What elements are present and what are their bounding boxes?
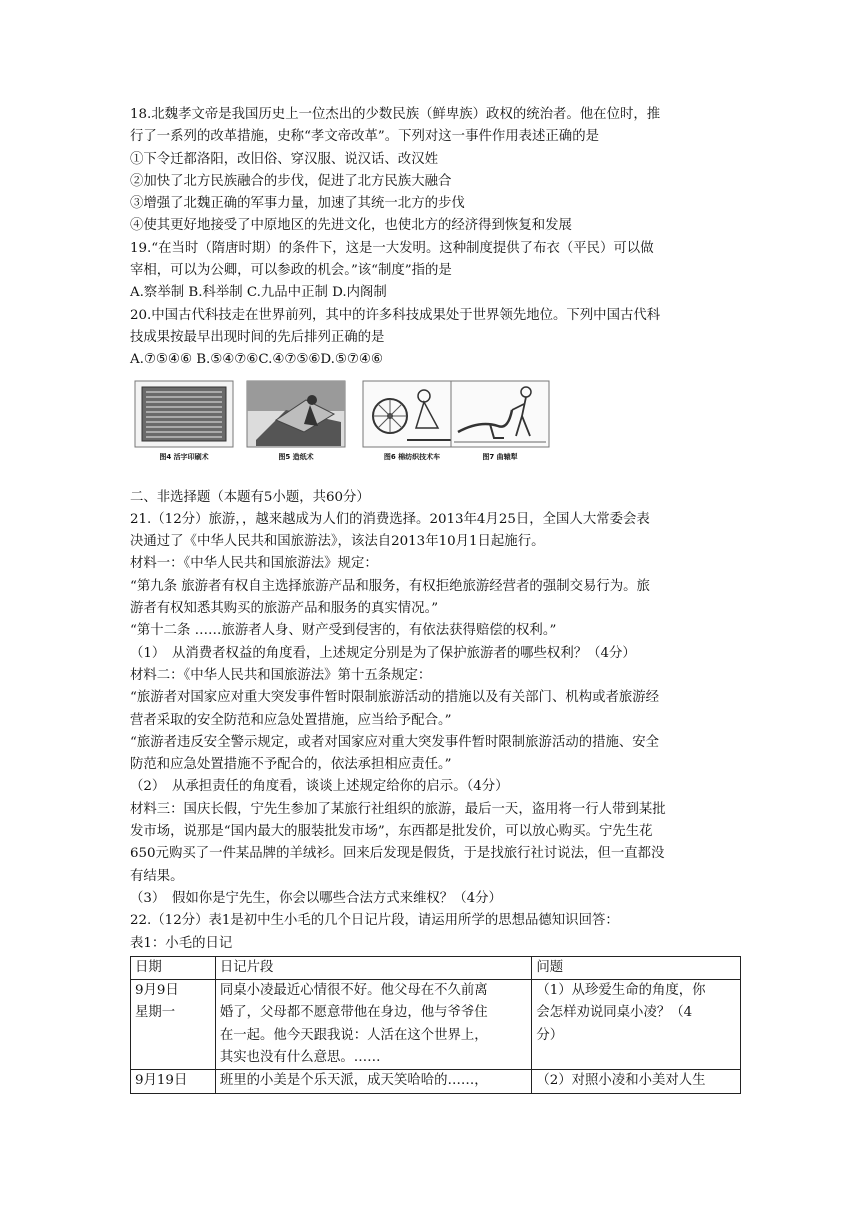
material-text-line: “第十二条 ……旅游者人身、财产受到侵害的，有依法获得赔偿的权利。”: [130, 623, 557, 639]
material-text-line: “第九条 旅游者有权自主选择旅游产品和服务，有权拒绝旅游经营者的强制交易行为。旅: [130, 578, 650, 594]
question-cell: [532, 1070, 741, 1093]
cell-line: 分）: [536, 1027, 564, 1043]
exam-page: [130, 104, 740, 1094]
question-text-line: 20.中国古代科技走在世界前列，其中的许多科技成果处于世界领先地位。下列中国古代科: [130, 307, 661, 323]
sub-question: （1） 从消费者权益的角度看，上述规定分别是为了保护旅游者的哪些权利？（4分）: [130, 645, 636, 661]
cell-line: 其实也没有什么意思。……: [219, 1049, 381, 1065]
question-text-line: 技成果按最早出现时间的先后排列正确的是: [130, 329, 385, 345]
movable-type-printing-icon: [134, 380, 234, 448]
material-title: 材料二：《中华人民共和国旅游法》第十五条规定：: [130, 667, 432, 683]
cell-line: 班里的小美是个乐天派，成天笑哈哈的……，: [219, 1073, 488, 1089]
question-text-line: 22.（12分）表1是初中生小毛的几个日记片段，请运用所学的思想品德知识回答：: [130, 913, 619, 929]
material-text-line: 650元购买了一件某品牌的羊绒衫。回来后发现是假货，于是找旅行社讨说法，但一直都没: [130, 846, 665, 862]
cell-line: 会怎样劝说同桌小凌？（4: [536, 1005, 693, 1021]
date-cell: [131, 1070, 216, 1093]
table-header-row: [131, 956, 741, 979]
material-text-line: “旅游者违反安全警示规定，或者对国家应对重大突发事件暂时限制旅游活动的措施、安全: [130, 734, 660, 750]
question-22: [130, 910, 740, 1093]
figure-caption: 图6 棉纺织技术车: [383, 452, 441, 461]
question-19: [130, 238, 740, 305]
cell-line: （2）对照小凌和小美对人生: [536, 1073, 706, 1089]
cell-line: 9月19日: [135, 1073, 188, 1089]
diary-table: [130, 956, 741, 1094]
figure-caption: 图5 造纸术: [278, 452, 314, 461]
question-text-line: 行了一系列的改革措施，史称“孝文帝改革”。下列对这一事件作用表述正确的是: [130, 129, 599, 145]
question-text-line: 18.北魏孝文帝是我国历史上一位杰出的少数民族（鲜卑族）政权的统治者。他在位时，推: [130, 107, 661, 122]
column-header: 日期: [131, 956, 216, 979]
question-20: [130, 305, 740, 484]
question-21: [130, 509, 740, 910]
sub-question: （2） 从承担责任的角度看，谈谈上述规定给你的启示。（4分）: [130, 779, 509, 795]
table-row: [131, 1070, 741, 1093]
table-title: 表1：小毛的日记: [130, 935, 233, 951]
material-text-line: “旅游者对国家应对重大突发事件暂时限制旅游活动的措施以及有关部门、机构或者旅游经: [130, 690, 660, 706]
cell-line: 9月9日: [135, 983, 179, 999]
answer-choices: A.察举制 B.科举制 C.九品中正制 D.内阁制: [130, 285, 387, 301]
cell-line: 在一起。他今天跟我说：人活在这个世界上，: [219, 1027, 488, 1043]
figure-5: [246, 380, 346, 462]
material-title: 材料一：《中华人民共和国旅游法》规定：: [130, 556, 378, 572]
cell-line: 星期一: [135, 1005, 176, 1021]
section-heading: 二、非选择题（本题有5小题，共60分）: [130, 489, 370, 505]
cell-line: （1）从珍爱生命的角度，你: [536, 983, 706, 999]
papermaking-icon: [246, 380, 346, 448]
question-text-line: 决通过了《中华人民共和国旅游法》，该法自2013年10月1日起施行。: [130, 534, 545, 550]
cell-line: 同桌小凌最近心情很不好。他父母在不久前离: [219, 983, 488, 999]
figure-strip: [130, 380, 740, 484]
question-18: [130, 104, 740, 238]
answer-option: ③增强了北魏正确的军事力量，加速了其统一北方的步伐: [130, 196, 465, 212]
figure-caption: 图4 活字印刷术: [159, 452, 209, 461]
material-text-line: 营者采取的安全防范和应急处置措施，应当给予配合。”: [130, 712, 452, 728]
curved-plough-icon: [450, 380, 550, 448]
diary-cell: [215, 980, 531, 1070]
material-text-line: 有结果。: [130, 868, 184, 884]
answer-option: ②加快了北方民族融合的步伐，促进了北方民族大融合: [130, 173, 452, 189]
answer-option: ①下令迁都洛阳，改旧俗、穿汉服、说汉话、改汉姓: [130, 151, 438, 167]
figure-7: [450, 380, 550, 462]
answer-option: ④使其更好地接受了中原地区的先进文化，也使北方的经济得到恢复和发展: [130, 218, 572, 234]
table-row: [131, 980, 741, 1070]
question-text-line: 宰相，可以为公卿，可以参政的机会。”该“制度”指的是: [130, 263, 452, 279]
figure-caption: 图7 曲辕犁: [482, 452, 518, 461]
figure-4: [134, 380, 234, 462]
question-text-line: 19.“在当时（隋唐时期）的条件下，这是一大发明。这种制度提供了布衣（平民）可以做: [130, 240, 654, 256]
diary-cell: [215, 1070, 531, 1093]
question-cell: [532, 980, 741, 1070]
cell-line: 婚了，父母都不愿意带他在身边，他与爷爷住: [219, 1005, 488, 1021]
spinning-wheel-icon: [362, 380, 462, 448]
column-header: 日记片段: [215, 956, 531, 979]
figure-6: [362, 380, 462, 462]
material-text-line: 游者有权知悉其购买的旅游产品和服务的真实情况。”: [130, 601, 439, 617]
sub-question: （3） 假如你是宁先生，你会以哪些合法方式来维权？（4分）: [130, 890, 502, 906]
material-text-line: 防范和应急处置措施不予配合的，依法承担相应责任。”: [130, 757, 452, 773]
date-cell: [131, 980, 216, 1070]
column-header: 问题: [532, 956, 741, 979]
answer-choices: A.⑦⑤④⑥ B.⑤④⑦⑥C.④⑦⑤⑥D.⑤⑦④⑥: [130, 352, 383, 368]
material-text-line: 材料三：国庆长假，宁先生参加了某旅行社组织的旅游，最后一天，盗用将一行人带到某批: [130, 801, 666, 817]
material-text-line: 发市场，说那是“国内最大的服装批发市场”，东西都是批发价，可以放心购买。宁先生花: [130, 824, 653, 840]
question-text-line: 21.（12分）旅游，，越来越成为人们的消费选择。2013年4月25日，全国人大常委会表: [130, 511, 650, 527]
